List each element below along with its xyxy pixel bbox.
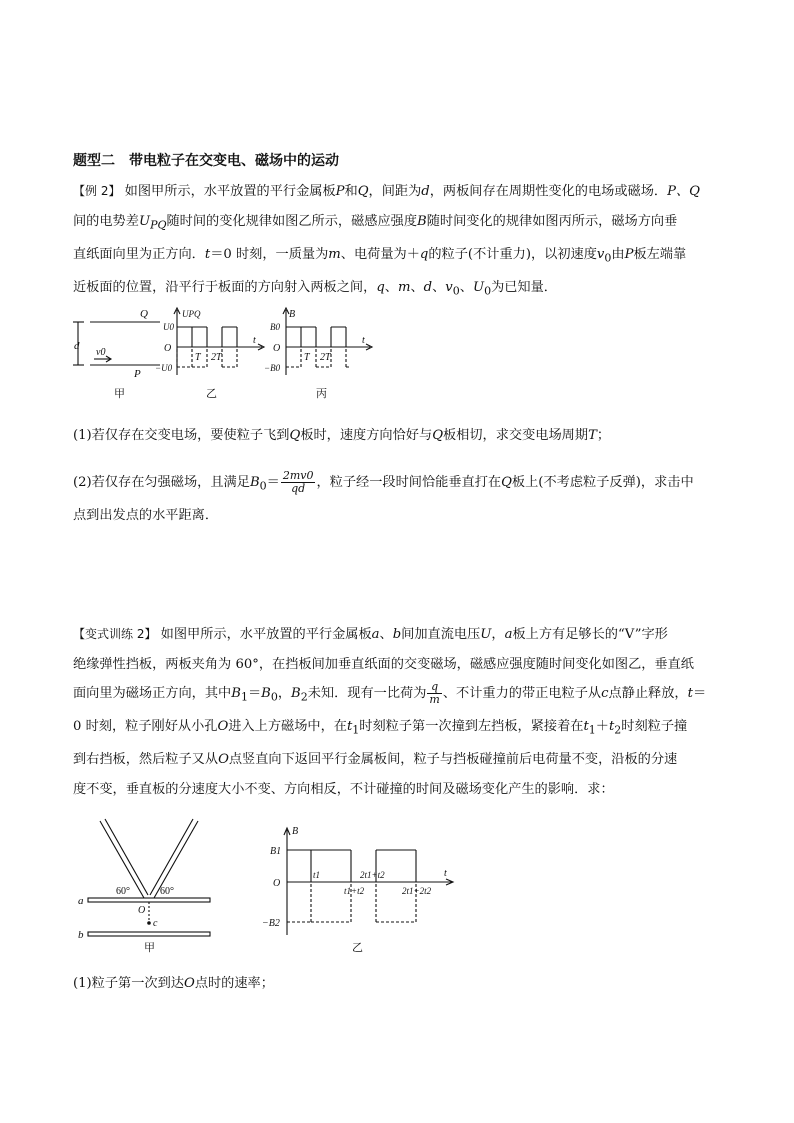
fig1-label-T: T: [195, 352, 201, 363]
fig2-caption-yi: 乙: [352, 942, 363, 954]
fig2-label-O: O: [138, 905, 146, 916]
fraction-2mv0-qd: $\frac{2mv0}{qd}$: [282, 469, 314, 495]
fig2-label-2t12t2: 2t1+2t2: [402, 886, 432, 896]
figure-variant-2: [74, 815, 464, 955]
fig1-label-P: P: [134, 368, 141, 380]
example-2-question-1: (1)若仅存在交变电场，要使粒子飞到Q板时，速度方向恰好与Q板相切，求交变电场周期T；: [73, 428, 611, 443]
fig2-label-t: t: [444, 868, 447, 879]
fig1-label-neg-B0: −B0: [264, 363, 281, 373]
fig1-label-T2: T: [304, 352, 310, 363]
fig2-label-2t1t2: 2t1+t2: [360, 870, 385, 880]
fig1-label-v0: v0: [96, 347, 106, 358]
fig2-label-t1t2: t1+t2: [344, 886, 365, 896]
figure-example-2: [70, 300, 400, 405]
fig1-label-upq: UPQ: [182, 309, 201, 319]
fig2-label-b: b: [78, 929, 84, 941]
example-2-text: 【例 2】 如图甲所示，水平放置的平行金属板P和Q，间距为d，两板间存在周期性变化的电场或磁场．P、Q 间的电势差$U_{PQ}$随时间的变化规律如图乙所示，磁感应强度B随时间变化的规律如图丙所示，磁场方向垂 直纸面向里为正方向．t＝0 时刻，一质量为m、电荷量为＋q的粒子(不计重力)，以初速度$v_0$由P板左端靠 近板面的位置，沿平行于板面的方向射入两板之间，q、m、d、$v_0$、$U_0$为已知量．: [73, 184, 700, 298]
variant-2-question-1: (1)粒子第一次到达O点时的速率；: [73, 976, 274, 991]
fig1-label-B0: B0: [270, 322, 280, 332]
variant-tag: 【变式训练 2】: [73, 627, 157, 641]
fig2-label-O2: O: [273, 878, 281, 889]
fig2-angle-left: 60°: [116, 886, 130, 897]
fig1-label-u0: U0: [163, 322, 174, 332]
fig1-caption-yi: 乙: [206, 388, 217, 400]
fig1-label-o2: O: [273, 343, 281, 354]
example-2-question-2: (2)若仅存在匀强磁场，且满足$B_0=$ $\frac{2mv0}{qd}$ ，粒子经一段时间恰能垂直打在Q板上(不考虑粒子反弹)，求击中 点到出发点的水平距离．: [73, 469, 694, 524]
fig1-label-2T2: 2T: [320, 352, 331, 363]
fig2-label-t1: t1: [313, 870, 321, 880]
point-c: [147, 921, 151, 925]
fig1-label-B: B: [289, 309, 296, 320]
fig1-label-neg-u0: −U0: [155, 363, 173, 373]
fig1-caption-jia: 甲: [114, 388, 125, 400]
fraction-q-m: $\frac{q}{m}$: [429, 680, 440, 706]
fig2-label-c: c: [153, 918, 158, 929]
fig2-label-B1: B1: [270, 846, 282, 857]
fig2-label-a: a: [78, 895, 84, 907]
fig2-caption-jia: 甲: [144, 942, 155, 954]
fig1-label-t: t: [253, 335, 256, 346]
fig1-label-o: O: [164, 343, 172, 354]
variant-2-text: 【变式训练 2】 如图甲所示，水平放置的平行金属板a、b间加直流电压U，a板上方有足够长的“V”字形 绝缘弹性挡板，两板夹角为 60°，在挡板间加垂直纸面的交变磁场，磁感应强度随时间变化如图乙，垂直纸 面向里为磁场正方向，其中$B_1=B_0$，$B_2$未知．现有一比荷为 $\frac{q}{m}$ 、不计重力的带正电粒子从c点静止释放，t＝ 0 时刻，粒子刚好从小孔O进入上方磁场中，在$t_1$时刻粒子第一次撞到左挡板，紧接着在$t_1+t_2$时刻粒子撞 到右挡板，然后粒子又从O点竖直向下返回平行金属板间，粒子与挡板碰撞前后电荷量不变，沿板的分速 度不变，垂直板的分速度大小不变、方向相反，不计碰撞的时间及磁场变化产生的影响．求：: [73, 627, 707, 797]
fig1-label-t2: t: [362, 335, 365, 346]
fig2-label-neg-B2: −B2: [262, 918, 280, 929]
fig1-label-d: d: [74, 340, 80, 352]
fig1-label-Q: Q: [140, 308, 148, 320]
section-heading: 题型二 带电粒子在交变电、磁场中的运动: [73, 153, 339, 169]
fig2-angle-right: 60°: [160, 886, 174, 897]
example-tag: 【例 2】: [73, 184, 121, 198]
fig1-caption-bing: 丙: [316, 388, 327, 400]
fig1-label-2T: 2T: [211, 352, 222, 363]
fig2-label-B: B: [292, 826, 299, 837]
